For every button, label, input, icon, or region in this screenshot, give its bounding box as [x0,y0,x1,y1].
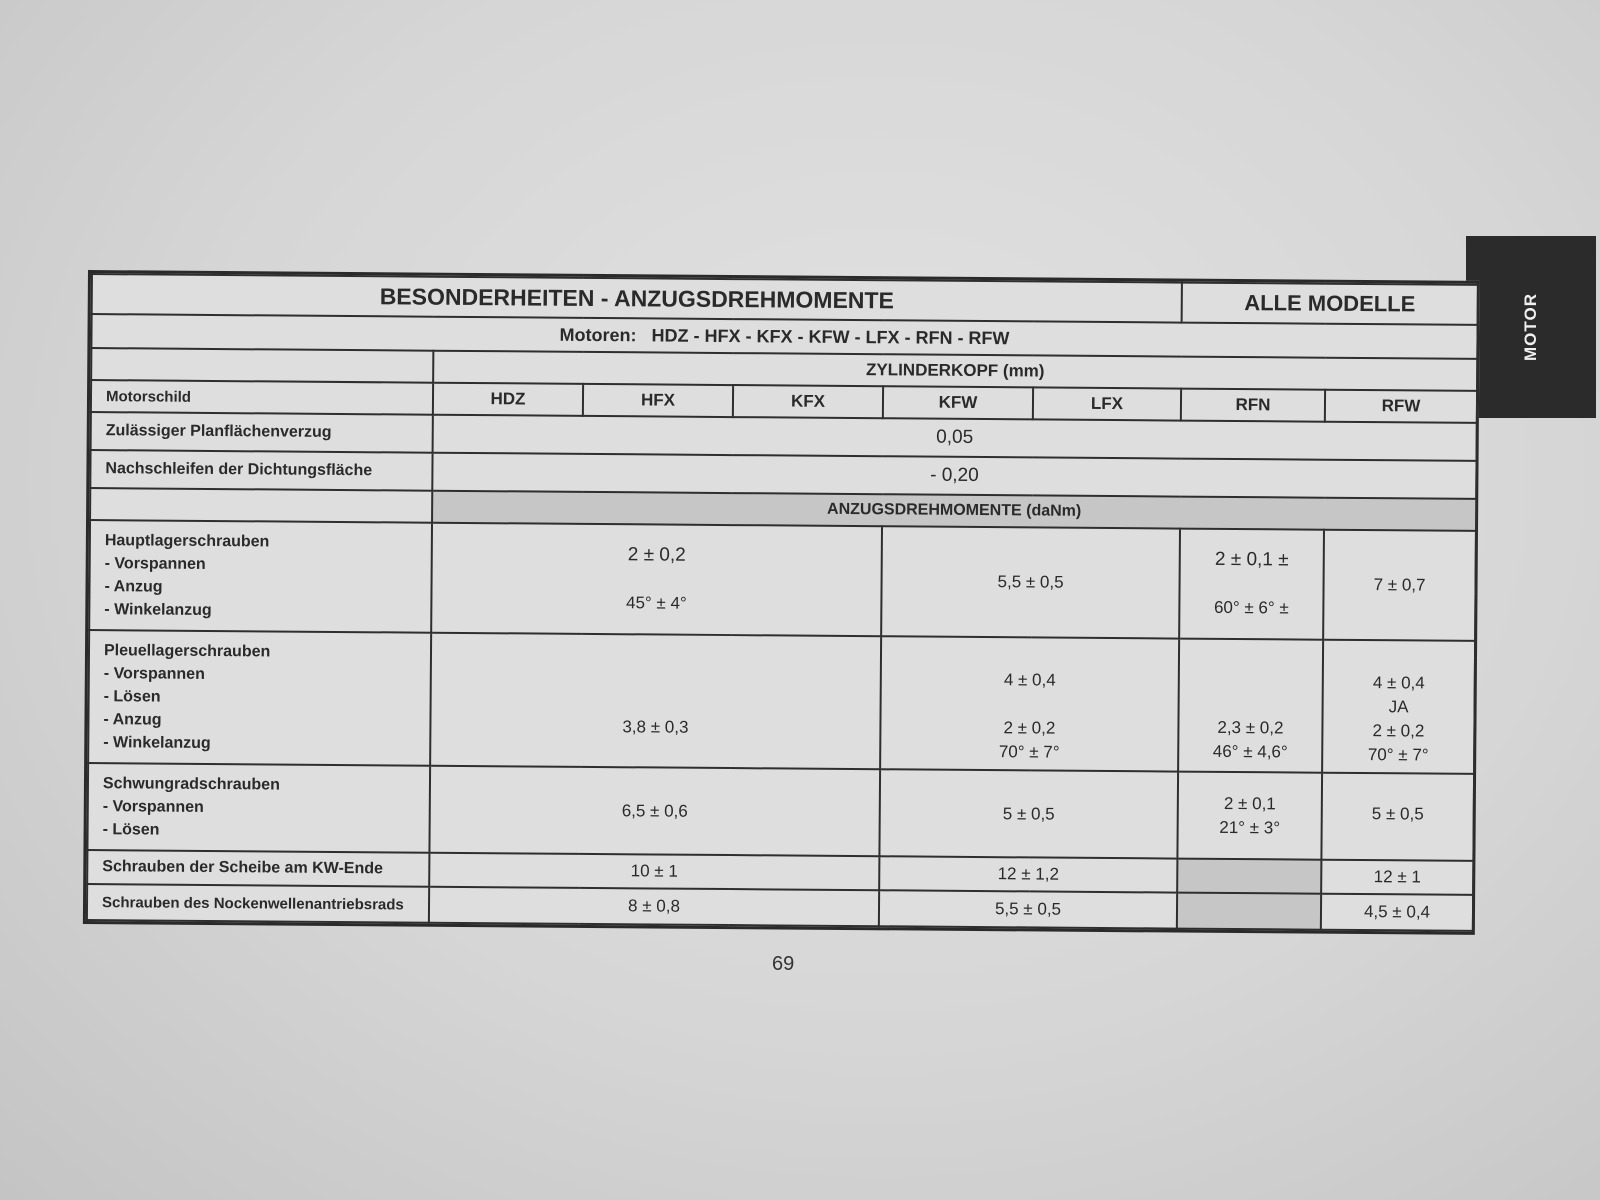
motorschild-label: Motorschild [91,380,433,415]
engines-list: HDZ - HFX - KFX - KFW - LFX - RFN - RFW [651,324,1010,348]
cell-value: 3,8 ± 0,3 [430,633,881,770]
anzug-heading: ANZUGSDREHMOMENTE (daNm) [432,491,1476,531]
cell-value: 5,5 ± 0,5 [881,526,1180,638]
spec-table [86,273,1479,932]
row-label-schwungrad: Schwungradschrauben - Vorspannen - Lösen [87,763,430,853]
cell-value: 2,3 ± 0,2 46° ± 4,6° [1178,639,1323,773]
row-label: Nachschleifen der Dichtungsfläche [90,450,432,491]
spec-table-frame [83,270,1480,935]
cell-value: 4,5 ± 0,4 [1321,894,1473,931]
empty-corner [90,488,432,523]
row-label-pleuel: Pleuellagerschrauben - Vorspannen - Lösen - Anzug - Winkelanzug [88,630,431,766]
cell-value: 12 ± 1,2 [879,856,1177,892]
grey-cell [1177,893,1321,930]
section-tab [1466,236,1596,418]
cell-value: 6,5 ± 0,6 [429,766,880,857]
cell-value: 2 ± 0,1 ± 60° ± 6° ± [1179,529,1324,640]
row-value: - 0,20 [432,453,1476,499]
column-header: HFX [583,384,733,417]
row-label-nocken: Schrauben des Nockenwellenantriebsrads [87,884,429,923]
column-header: KFW [883,386,1033,419]
cell-value: 5 ± 0,5 [879,769,1178,858]
cell-value: 7 ± 0,7 [1323,530,1476,641]
column-header: RFN [1181,389,1325,422]
row-label-hauptlager: Hauptlagerschrauben - Vorspannen - Anzug - Winkelanzug [89,520,432,633]
grey-cell [1177,859,1321,894]
column-header: HDZ [433,383,583,416]
cell-value: 10 ± 1 [429,853,879,891]
engines-label: Motoren: [559,324,637,345]
column-header: KFX [733,385,883,418]
column-header: RFW [1325,390,1477,423]
models-badge: ALLE MODELLE [1182,283,1478,325]
cell-value: 12 ± 1 [1321,860,1473,895]
section-tab-label: MOTOR [1521,293,1540,361]
cell-value: 4 ± 0,4 JA 2 ± 0,2 70° ± 7° [1322,640,1475,774]
cell-value: 8 ± 0,8 [429,887,879,927]
cell-value: 4 ± 0,4 2 ± 0,2 70° ± 7° [880,636,1179,771]
row-label: Zulässiger Planflächenverzug [91,412,433,453]
cell-value: 2 ± 0,1 21° ± 3° [1177,772,1322,860]
cell-value: 2 ± 0,2 45° ± 4° [431,523,882,637]
row-label-scheibe: Schrauben der Scheibe am KW-Ende [87,850,429,887]
page-number: 69 [772,953,795,975]
zylinderkopf-heading: ZYLINDERKOPF (mm) [433,351,1477,391]
table-title: BESONDERHEITEN - ANZUGSDREHMOMENTE [92,274,1182,323]
empty-corner [91,348,433,383]
column-header: LFX [1033,387,1181,420]
cell-value: 5 ± 0,5 [1321,773,1474,861]
cell-value: 5,5 ± 0,5 [879,890,1177,928]
row-value: 0,05 [433,415,1477,461]
